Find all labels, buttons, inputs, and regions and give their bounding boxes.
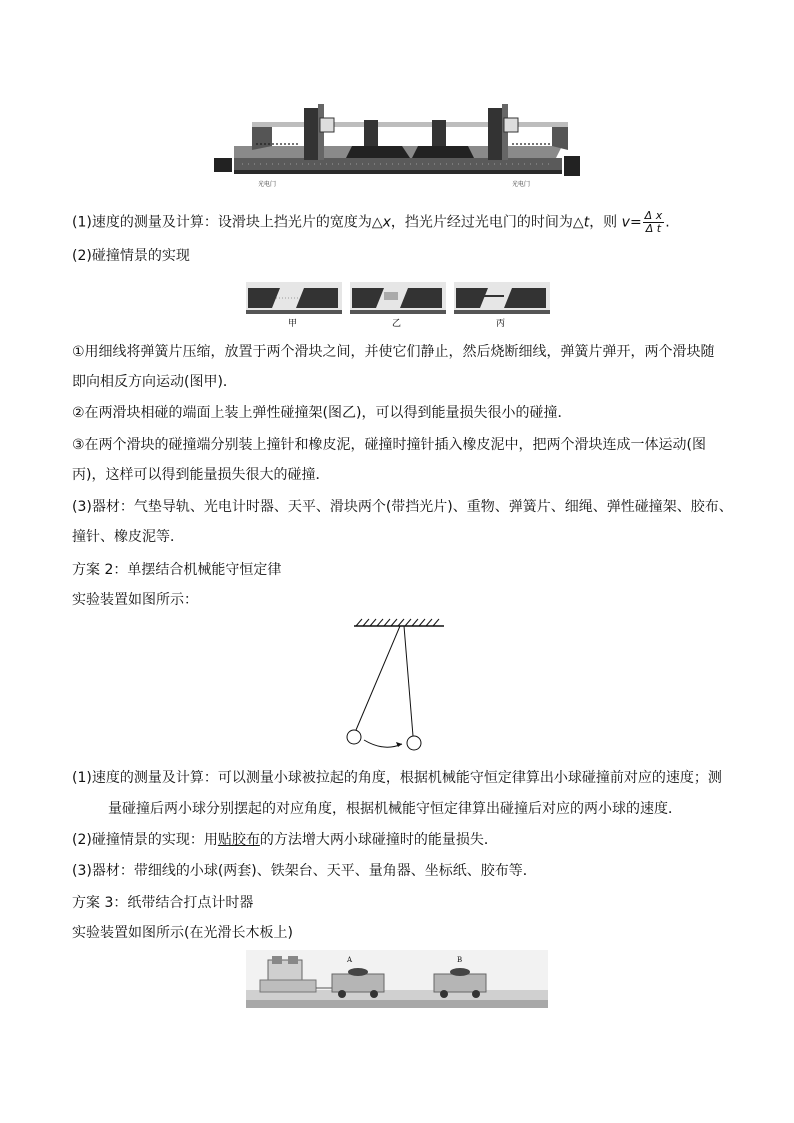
air-track-figure: [212, 100, 582, 190]
cart-a-label: A: [347, 956, 353, 964]
circ3-line1: ③在两个滑块的碰撞端分别装上撞针和橡皮泥，碰撞时撞针插入橡皮泥中，把两个滑块连成一体运动(图: [72, 437, 707, 453]
item2-collision-heading: (2)碰撞情景的实现: [72, 248, 190, 264]
caption-yi: 乙: [392, 319, 402, 329]
velocity-fraction: $\frac{\text{Δ x}}{\text{Δ t}}$: [644, 209, 663, 235]
circ2: ②在两滑块相碰的端面上装上弹性碰撞架(图乙)，可以得到能量损失很小的碰撞．: [72, 405, 572, 421]
item1-speed-measurement: (1)速度的测量及计算：设滑块上挡光片的宽度为△x，挡光片经过光电门的时间为△t，则 v= $\frac{\text{Δ x}}{\text{Δ t}}$ .: [72, 209, 670, 235]
collision-setups-figure: [246, 276, 550, 330]
plan2-setup: 实验装置如图所示：: [72, 592, 198, 608]
plan2-item1-line2: 量碰撞后两小球分别摆起的对应角度，根据机械能守恒定律算出碰撞后对应的两小球的速度．: [108, 801, 682, 817]
circ1-line2: 即向相反方向运动(图甲)．: [72, 374, 237, 390]
circ3-line2: 丙)，这样可以得到能量损失很大的碰撞．: [72, 467, 330, 483]
carts-figure: [246, 950, 548, 1008]
cart-b-label: B: [457, 956, 463, 964]
plan2-item2: (2)碰撞情景的实现：用贴胶布的方法增大两小球碰撞时的能量损失．: [72, 832, 498, 848]
plan2-item3: (3)器材：带细线的小球(两套)、铁架台、天平、量角器、坐标纸、胶布等．: [72, 863, 537, 879]
plan3-title: 方案 3：纸带结合打点计时器: [72, 895, 254, 911]
plan2-item1-line1: (1)速度的测量及计算：可以测量小球被拉起的角度，根据机械能守恒定律算出小球碰撞前对应的速度；测: [72, 770, 722, 786]
photogate-label-left: 光电门: [258, 181, 277, 188]
item3-line2: 撞针、橡皮泥等．: [72, 529, 184, 545]
circ1-line1: ①用细线将弹簧片压缩，放置于两个滑块之间，并使它们静止，然后烧断细线，弹簧片弹开，两个滑块随: [72, 344, 715, 360]
item3-line1: (3)器材：气垫导轨、光电计时器、天平、滑块两个(带挡光片)、重物、弹簧片、细绳、弹性碰撞架、胶布、: [72, 499, 733, 515]
plan3-setup: 实验装置如图所示(在光滑长木板上): [72, 925, 293, 941]
caption-bing: 丙: [496, 319, 506, 329]
caption-jia: 甲: [288, 319, 298, 329]
photogate-label-right: 光电门: [512, 181, 531, 188]
plan2-title: 方案 2：单摆结合机械能守恒定律: [72, 562, 282, 578]
pendulum-figure: [340, 616, 450, 756]
